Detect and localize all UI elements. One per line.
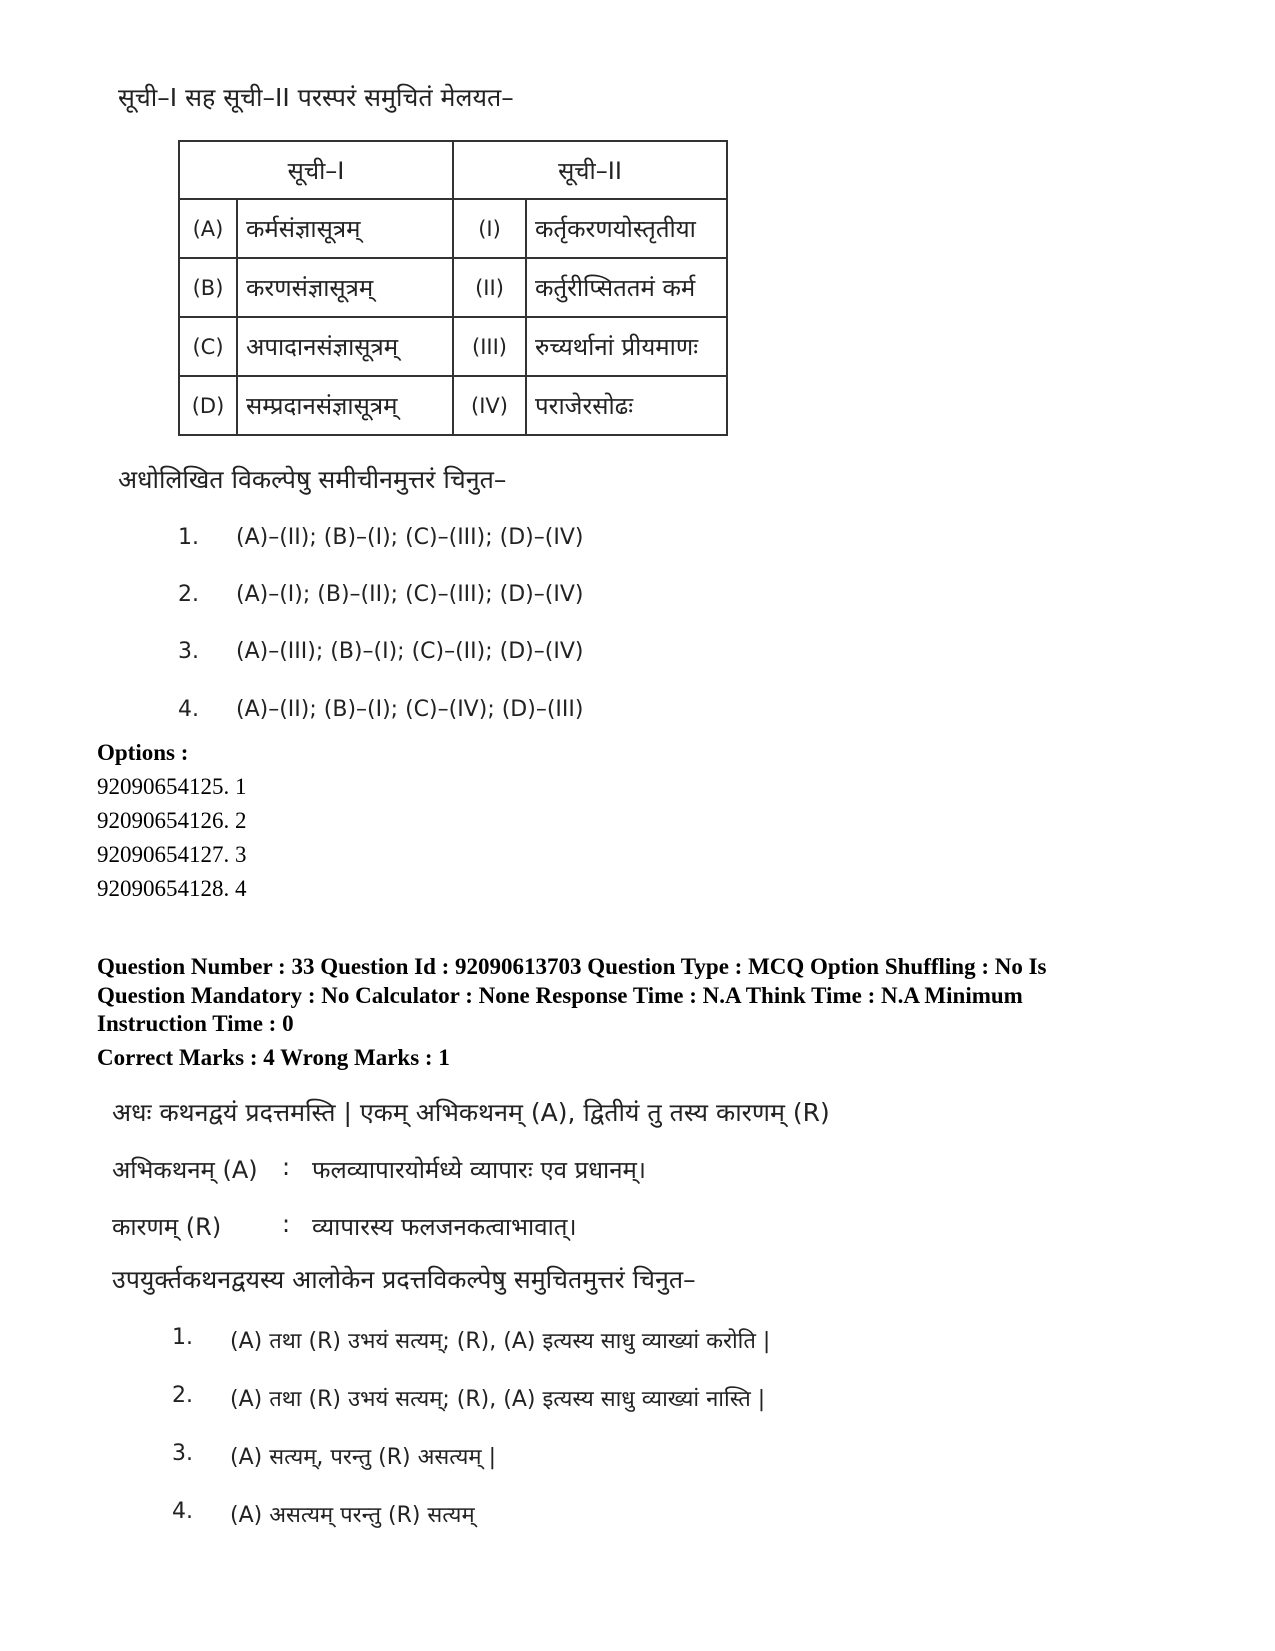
choice-number: 2.	[178, 582, 199, 607]
question-meta-line: Instruction Time : 0	[97, 1011, 294, 1036]
question-marks: Correct Marks : 4 Wrong Marks : 1	[97, 1045, 450, 1070]
reason-text: व्यापारस्य फलजनकत्वाभावात्।	[312, 1213, 577, 1241]
choice-text: (A)–(II); (B)–(I); (C)–(III); (D)–(IV)	[236, 525, 584, 550]
choice-number: 1.	[172, 1325, 193, 1350]
choice-number: 4.	[172, 1499, 193, 1524]
match-table	[178, 140, 728, 436]
choice-number: 3.	[178, 639, 199, 664]
row-number: (II)	[453, 258, 526, 317]
choice-number: 1.	[178, 525, 199, 550]
row-number: (III)	[453, 317, 526, 376]
choice-number: 4.	[178, 697, 199, 722]
choice-text: (A) तथा (R) उभयं सत्यम्; (R), (A) इत्यस्य साधु व्याख्यां नास्ति |	[230, 1387, 766, 1412]
option-id: 92090654127. 3	[97, 842, 247, 867]
question-meta-line: Question Number : 33 Question Id : 92090613703 Question Type : MCQ Option Shuffling : No Is	[97, 954, 1047, 979]
table-row	[179, 199, 727, 258]
table-row	[179, 258, 727, 317]
choice-text: (A) सत्यम्, परन्तु (R) असत्यम् |	[230, 1445, 496, 1470]
row-left-value: करणसंज्ञासूत्रम्	[237, 258, 453, 317]
table-header-row	[179, 141, 727, 199]
choice-text: (A) तथा (R) उभयं सत्यम्; (R), (A) इत्यस्य साधु व्याख्यां करोति |	[230, 1329, 771, 1354]
choice-number: 3.	[172, 1441, 193, 1466]
row-label: (A)	[179, 199, 237, 258]
choice-text: (A) असत्यम् परन्तु (R) सत्यम्	[230, 1503, 475, 1528]
option-id: 92090654126. 2	[97, 808, 247, 833]
table-row	[179, 317, 727, 376]
row-left-value: कर्मसंज्ञासूत्रम्	[237, 199, 453, 258]
choice-number: 2.	[172, 1383, 193, 1408]
option-id: 92090654128. 4	[97, 876, 247, 901]
row-left-value: सम्प्रदानसंज्ञासूत्रम्	[237, 376, 453, 435]
option-id: 92090654125. 1	[97, 774, 247, 799]
table-header-list-2: सूची–II	[453, 141, 727, 199]
assertion-colon: :	[282, 1153, 291, 1181]
reason-colon: :	[282, 1210, 291, 1238]
choice-text: (A)–(II); (B)–(I); (C)–(IV); (D)–(III)	[236, 697, 584, 722]
choice-text: (A)–(III); (B)–(I); (C)–(II); (D)–(IV)	[236, 639, 584, 664]
row-right-value: कर्तृकरणयोस्तृतीया	[526, 199, 727, 258]
choice-text: (A)–(I); (B)–(II); (C)–(III); (D)–(IV)	[236, 582, 584, 607]
assertion-text: फलव्यापारयोर्मध्ये व्यापारः एव प्रधानम्।	[312, 1156, 646, 1184]
row-number: (IV)	[453, 376, 526, 435]
row-number: (I)	[453, 199, 526, 258]
question-meta-line: Question Mandatory : No Calculator : None Response Time : N.A Think Time : N.A Minimum	[97, 983, 1023, 1008]
question-32-intro: सूची–I सह सूची–II परस्परं समुचितं मेलयत–	[118, 83, 514, 112]
table-row	[179, 376, 727, 435]
row-right-value: कर्तुरीप्सिततमं कर्म	[526, 258, 727, 317]
reason-label: कारणम् (R)	[112, 1213, 222, 1241]
row-label: (B)	[179, 258, 237, 317]
assertion-label: अभिकथनम् (A)	[112, 1156, 258, 1184]
row-label: (D)	[179, 376, 237, 435]
row-right-value: रुच्यर्थानां प्रीयमाणः	[526, 317, 727, 376]
row-right-value: पराजेरसोढः	[526, 376, 727, 435]
question-32-instruction: अधोलिखित विकल्पेषु समीचीनमुत्तरं चिनुत–	[118, 465, 507, 494]
row-label: (C)	[179, 317, 237, 376]
question-33-instruction: उपयुर्क्तकथनद्वयस्य आलोकेन प्रदत्तविकल्पेषु समुचितमुत्तरं चिनुत–	[112, 1265, 696, 1294]
row-left-value: अपादानसंज्ञासूत्रम्	[237, 317, 453, 376]
table-header-list-1: सूची–I	[179, 141, 453, 199]
question-33-intro: अधः कथनद्वयं प्रदत्तमस्ति | एकम् अभिकथनम् (A), द्वितीयं तु तस्य कारणम् (R)	[112, 1098, 830, 1127]
options-heading: Options :	[97, 740, 189, 765]
